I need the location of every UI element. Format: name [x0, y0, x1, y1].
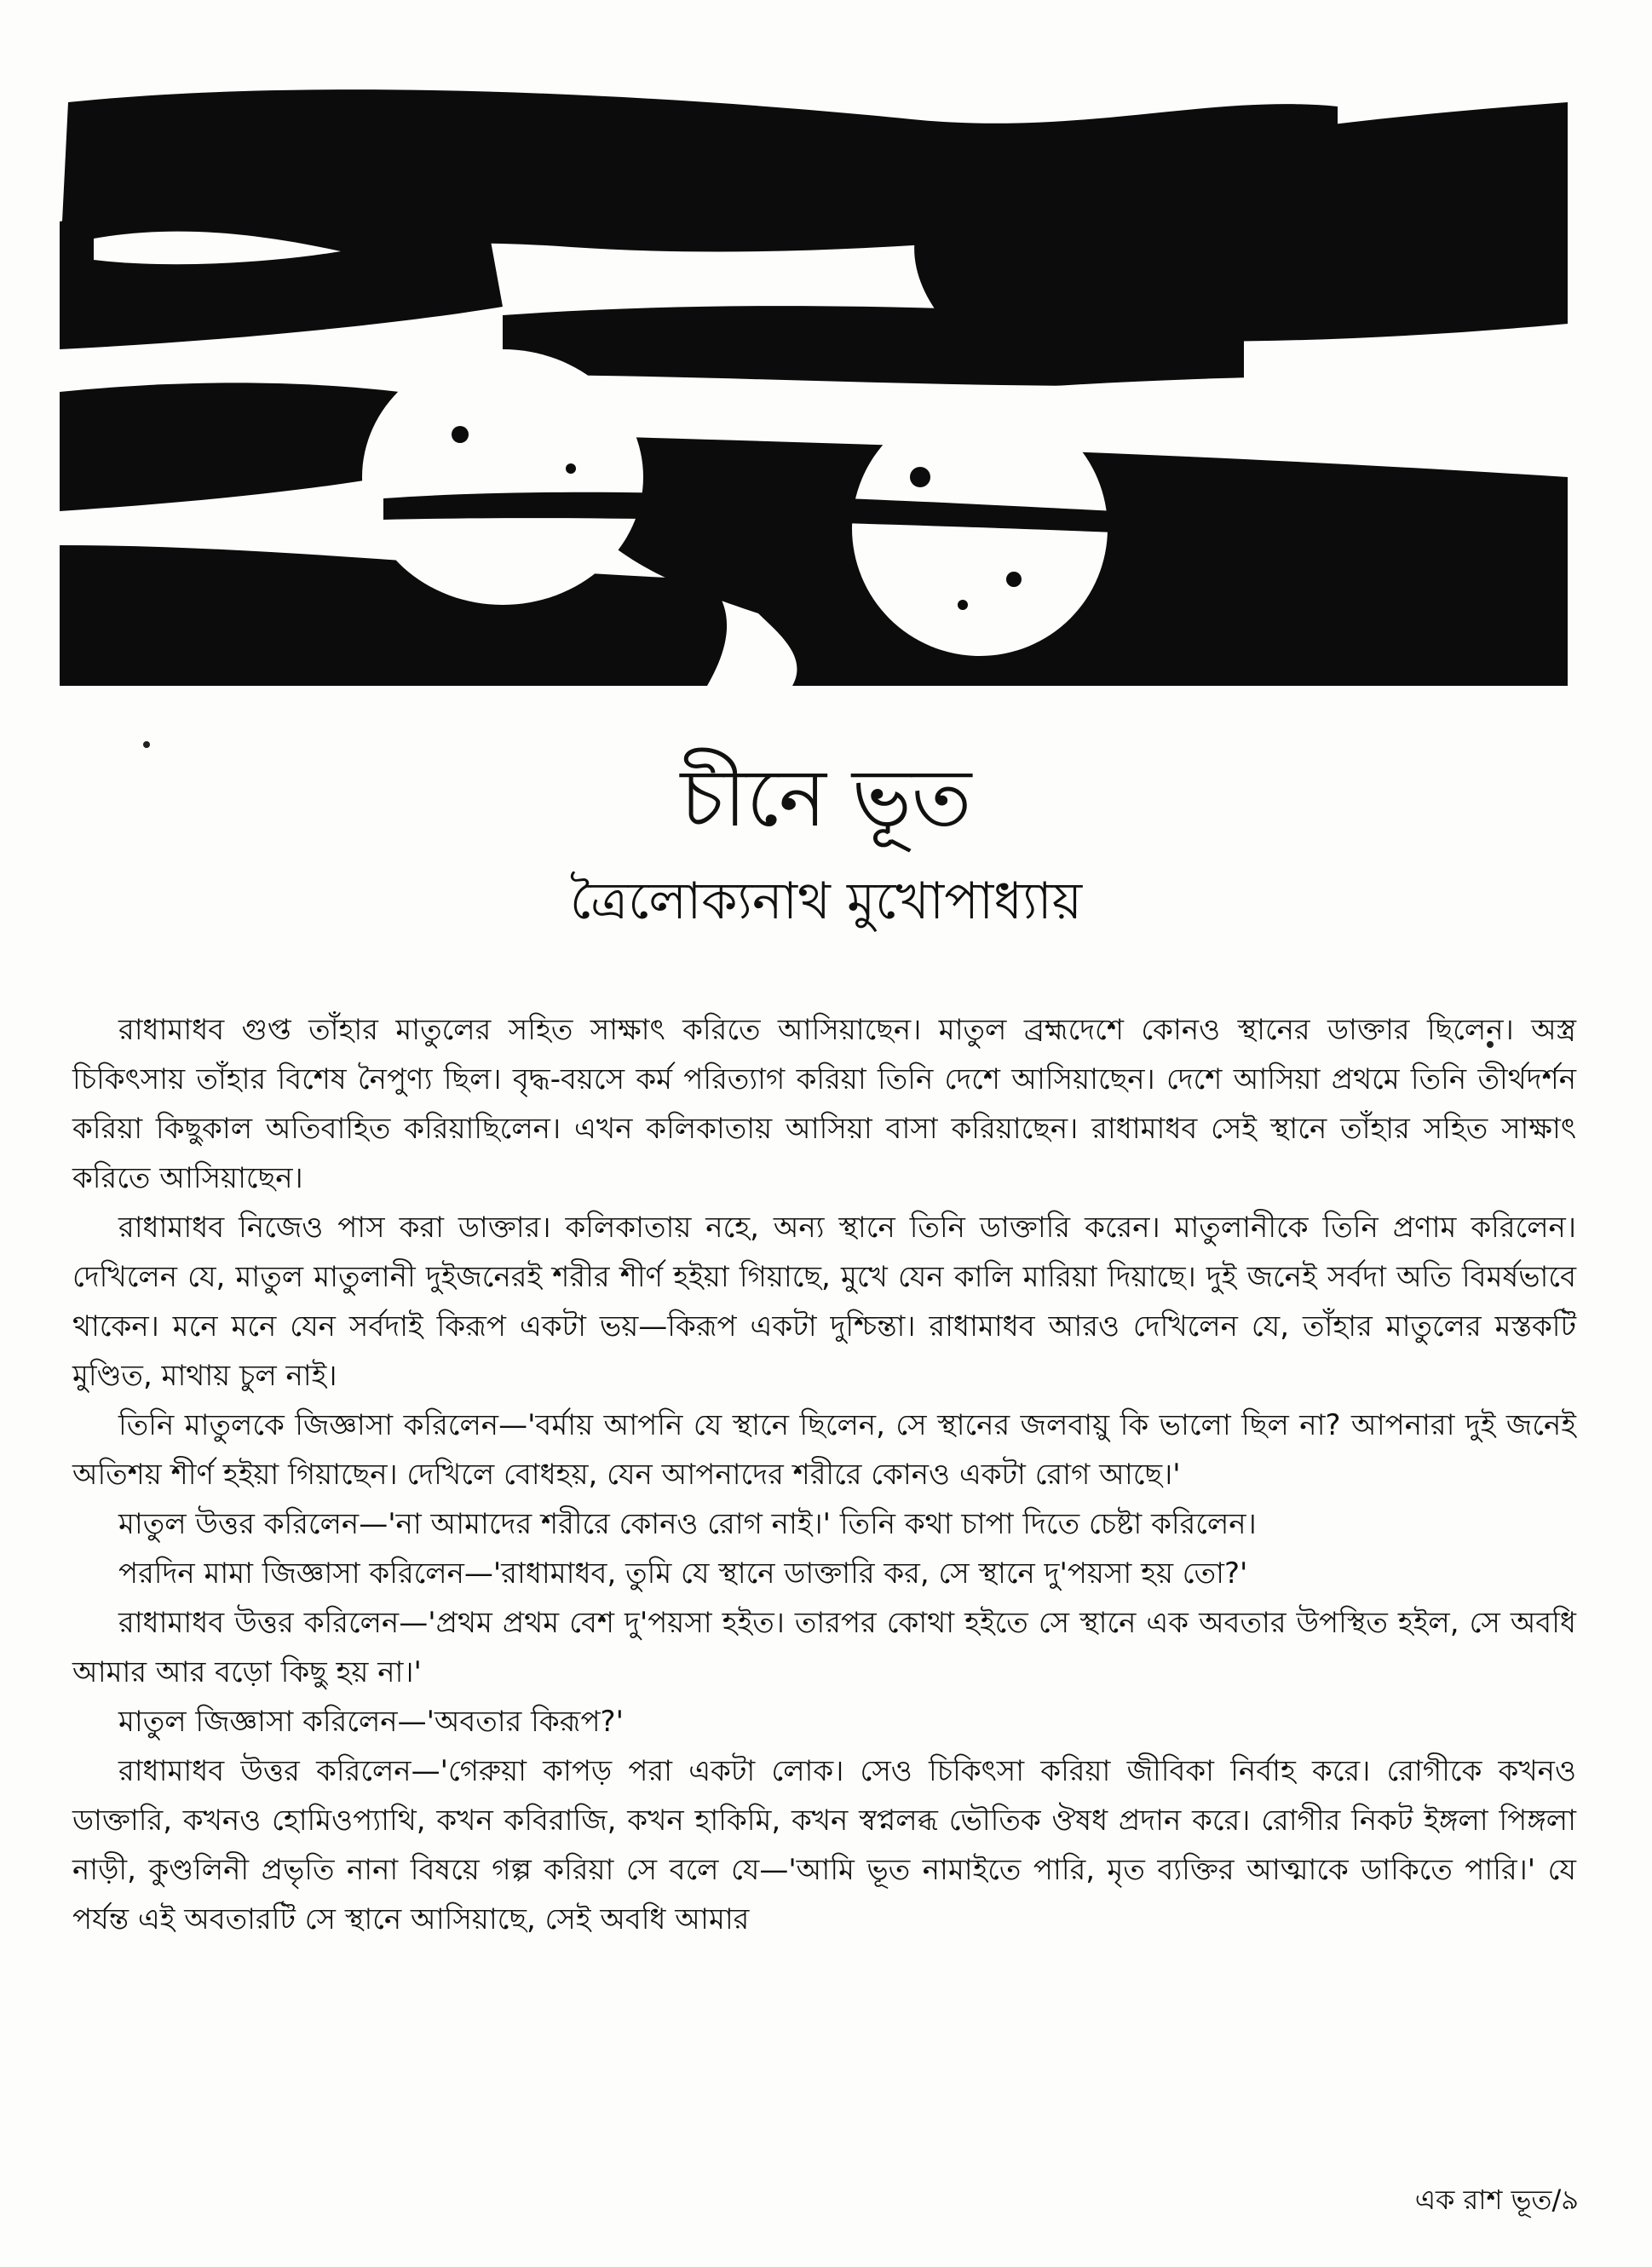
- article-author: ত্রৈলোক্যনাথ মুখোপাধ্যায়: [569, 872, 1083, 931]
- article-body: [72, 1005, 1576, 1944]
- moonlit-sky-illustration: [60, 68, 1568, 686]
- body-paragraph: পরদিন মামা জিজ্ঞাসা করিলেন—'রাধামাধব, তুমি যে স্থানে ডাক্তারি কর, সে স্থানে দু'পয়সা হয় তো?': [118, 1556, 1248, 1591]
- body-paragraph: তিনি মাতুলকে জিজ্ঞাসা করিলেন—'বর্মায় আপনি যে স্থানে ছিলেন, সে স্থানের জলবায়ু কি ভালো ছিল না? আপনারা দুই জনেই অতিশয় শীর্ণ হইয়া গিয়াছেন। দেখিলে বোধহয়, যেন আপনাদের শরীরে কোনও একটা রোগ আছে।': [72, 1408, 1576, 1492]
- body-paragraph: রাধামাধব উত্তর করিলেন—'প্রথম প্রথম বেশ দু'পয়সা হইত। তারপর কোথা হইতে সে স্থানে এক অবতার উপস্থিত হইল, সে অবধি আমার আর বড়ো কিছু হয় না।': [72, 1606, 1576, 1689]
- body-paragraph: মাতুল জিজ্ঞাসা করিলেন—'অবতার কিরূপ?': [118, 1705, 624, 1739]
- body-paragraph: রাধামাধব নিজেও পাস করা ডাক্তার। কলিকাতায় নহে, অন্য স্থানে তিনি ডাক্তারি করেন। মাতুলানীকে তিনি প্রণাম করিলেন। দেখিলেন যে, মাতুল মাতুলানী দুইজনেরই শরীর শীর্ণ হইয়া গিয়াছে, মুখে যেন কালি মারিয়া দিয়াছে। দুই জনেই সর্বদা অতি বিমর্ষভাবে থাকেন। মনে মনে যেন সর্বদাই কিরূপ একটা ভয়—কিরূপ একটা দুশ্চিন্তা। রাধামাধব আরও দেখিলেন যে, তাঁহার মাতুলের মস্তকটি মুণ্ডিত, মাথায় চুল নাই।: [72, 1211, 1576, 1393]
- ink-speck: [143, 741, 150, 748]
- article-title: চীনে ভূত: [680, 752, 972, 845]
- page-footer: এক রাশ ভূত/৯: [1414, 2184, 1579, 2216]
- body-paragraph: রাধামাধব উত্তর করিলেন—'গেরুয়া কাপড় পরা একটা লোক। সেও চিকিৎসা করিয়া জীবিকা নির্বাহ করে। রোগীকে কখনও ডাক্তারি, কখনও হোমিওপ্যাথি, কখন কবিরাজি, কখন হাকিমি, কখন স্বপ্নলব্ধ ভৌতিক ঔষধ প্রদান করে। রোগীর নিকট ইঙ্গলা পিঙ্গলা নাড়ী, কুণ্ডলিনী প্রভৃতি নানা বিষয়ে গল্প করিয়া সে বলে যে—'আমি ভূত নামাইতে পারি, মৃত ব্যক্তির আত্মাকে ডাকিতে পারি।' যে পর্যন্ত এই অবতারটি সে স্থানে আসিয়াছে, সেই অবধি আমার: [72, 1754, 1576, 1936]
- body-paragraph: মাতুল উত্তর করিলেন—'না আমাদের শরীরে কোনও রোগ নাই।' তিনি কথা চাপা দিতে চেষ্টা করিলেন।: [118, 1507, 1257, 1541]
- body-paragraph: রাধামাধব গুপ্ত তাঁহার মাতুলের সহিত সাক্ষাৎ করিতে আসিয়াছেন। মাতুল ব্রহ্মদেশে কোনও স্থানের ডাক্তার ছিলেন। অস্ত্র চিকিৎসায় তাঁহার বিশেষ নৈপুণ্য ছিল। বৃদ্ধ-বয়সে কর্ম পরিত্যাগ করিয়া তিনি দেশে আসিয়াছেন। দেশে আসিয়া প্রথমে তিনি তীর্থদর্শন করিয়া কিছুকাল অতিবাহিত করিয়াছিলেন। এখন কলিকাতায় আসিয়া বাসা করিয়াছেন। রাধামাধব সেই স্থানে তাঁহার সহিত সাক্ষাৎ করিতে আসিয়াছেন।: [72, 1013, 1576, 1195]
- header-illustration: [60, 68, 1568, 686]
